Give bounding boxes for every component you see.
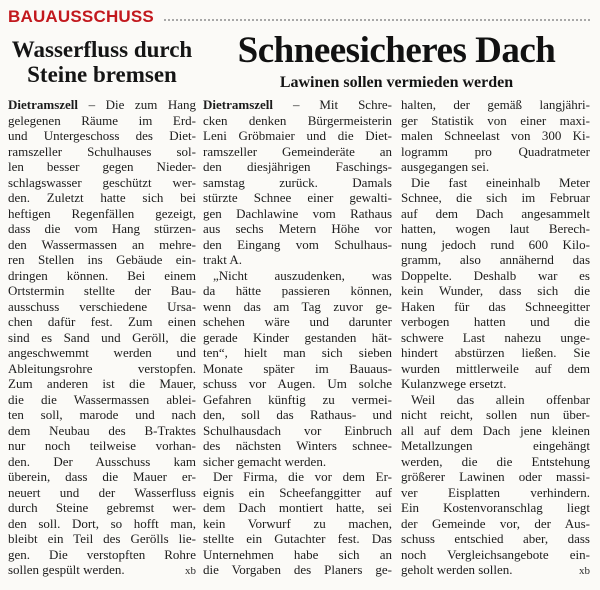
body-line: da hätte passieren können, <box>203 283 392 298</box>
body-line: werden, die die Entstehung <box>401 453 590 469</box>
main-headline: Schneesicheres Dach <box>237 31 556 71</box>
main-article-column-1 <box>203 97 392 578</box>
body-line: des nächsten Winters schnee- <box>203 438 392 453</box>
body-line: Ortstermin stellte der Bau- <box>8 283 196 298</box>
body-line: Weil das allein offenbar <box>411 391 590 407</box>
main-article-column-2 <box>401 97 590 578</box>
body-line: Doppelte. Deshalb war es <box>401 267 590 283</box>
body-line: Leni Gröbmaier und die Diet- <box>203 128 392 143</box>
body-line: noch Vergleichsangebote ein- <box>401 546 590 562</box>
body-line: Ein Kostenvoranschlag liegt <box>401 500 590 515</box>
body-line: nicht reicht, sollen nun über- <box>401 407 590 422</box>
dotted-leader <box>164 19 590 21</box>
body-line: gelegenen Räume im Erd- <box>8 112 196 128</box>
dateline: Dietramszell <box>203 97 274 112</box>
articles-row <box>8 31 590 578</box>
body-line: gerade Kinder gestanden hät- <box>203 329 392 345</box>
dateline: Dietramszell <box>8 97 79 112</box>
body-line: ten soll, marode und nach <box>8 407 196 422</box>
body-line: angeschwemmt werden und <box>8 345 196 360</box>
body-line: Die fast eineinhalb Meter <box>411 174 590 190</box>
body-line: kein Vorwurf zu machen, <box>203 515 392 531</box>
body-line: hindert abstürzen ließen. Sie <box>401 345 590 360</box>
left-article-headline: Wasserfluss durch Steine bremsen <box>11 37 193 87</box>
body-line: schehen wäre und darunter <box>203 314 392 329</box>
body-line: den diesjährigen Faschings- <box>203 159 392 174</box>
body-line: den Wassermassen an mehre- <box>8 236 196 252</box>
body-line: Schnee, die sich im Februar <box>401 190 590 205</box>
body-line: ten“, hielt man sich sieben <box>203 345 392 360</box>
body-line: Gefahren künftig zu vermei- <box>203 391 392 407</box>
body-line: dass die vom Hang stürzen- <box>8 221 196 236</box>
body-line: wenn das am Tag zuvor ge- <box>203 298 392 314</box>
body-line: Metallzungen eingehängt <box>401 438 590 453</box>
body-line: den, soll das Rathaus- und <box>203 407 392 422</box>
body-line: wurden mittlerweile auf dem <box>401 360 590 376</box>
body-line: verbogen hatten und die <box>401 314 590 329</box>
body-line: gramm, also annähernd das <box>401 252 590 267</box>
body-line: halten, der gemäß langjähri- <box>401 97 590 112</box>
body-line: überein, dass die Mauer er- <box>8 469 196 484</box>
body-line: chen dafür fest. Zum einen <box>8 314 196 329</box>
body-line: die die Wassermassen ablei- <box>8 391 196 407</box>
body-line: all auf dem Dach jene kleinen <box>401 422 590 438</box>
body-line: aus sechs Metern Höhe vor <box>203 221 392 236</box>
article-water-flow <box>8 31 196 578</box>
body-line: schlagswasser geschützt wer- <box>8 174 196 190</box>
body-line: dem Dach montiert hatte, sei <box>203 500 392 515</box>
body-line: Kulanzwege ersetzt. <box>401 376 507 391</box>
body-line: malen Schneelast von 300 Ki- <box>401 128 590 143</box>
body-line: gen. Die verstopften Rohre <box>8 546 196 562</box>
body-line: den. Zuletzt hatte sich bei <box>8 190 196 205</box>
section-kicker: BAUAUSSCHUSS <box>8 7 154 26</box>
body-line: schwere Last nahezu unge- <box>401 329 590 345</box>
body-line: den. Der Ausschuss kam <box>8 453 196 469</box>
body-line-text: sollen gespült werden. <box>8 562 125 577</box>
body-line: cken denken Bürgermeisterin <box>203 112 392 128</box>
body-line: sind es Sand und Geröll, die <box>8 329 196 345</box>
body-line: stellte ein Gutachter fest. Das <box>203 531 392 546</box>
body-line: nung jedoch rund 600 Kilo- <box>401 236 590 252</box>
author-signature: xb <box>579 565 590 577</box>
body-line: stürzte Schnee einer gewalti- <box>203 190 392 205</box>
body-line: Zum anderen ist die Mauer, <box>8 376 196 391</box>
body-line: die Vorgaben des Planers ge- <box>203 562 392 577</box>
body-line: ren Stellen ins Gebäude ein- <box>8 252 196 267</box>
body-line: ramszeller Schulhauses sol- <box>8 143 196 159</box>
body-line: hatten, wogen laut Berech- <box>401 221 590 236</box>
body-line: Monate später im Bauaus- <box>203 360 392 376</box>
body-line: durch Steine gebremst wer- <box>8 500 196 515</box>
body-line: dem Neubau des B-Traktes <box>8 422 196 438</box>
body-line: ramszeller Gemeinderäte an <box>203 143 392 159</box>
body-line: Schulhausdach vor Einbruch <box>203 422 392 438</box>
body-line: schuss vor Augen. Um solche <box>203 376 392 391</box>
body-line: ausschuss verschiedene Ursa- <box>8 298 196 314</box>
main-subheadline: Lawinen sollen vermieden werden <box>279 74 514 91</box>
body-line: den Eingang vom Schulhaus- <box>203 236 392 252</box>
left-article-column <box>8 97 196 578</box>
body-line: den soll. Dort, so hofft man, <box>8 515 196 531</box>
body-line: bleibt ein Teil des Gerölls lie- <box>8 531 196 546</box>
body-line: neuert und der Wasserfluss <box>8 484 196 500</box>
body-line: dringen können. Bei einem <box>8 267 196 283</box>
body-line: ausgegangen sei. <box>401 159 490 174</box>
body-line: ver Eisplatten verhindern. <box>401 484 590 500</box>
body-line: gen Dachlawine vom Rathaus <box>203 205 392 221</box>
body-line-text: geholt werden sollen. <box>401 562 513 577</box>
body-line: len besser gegen Nieder- <box>8 159 196 174</box>
body-line: Der Firma, die vor dem Er- <box>213 469 392 484</box>
body-line: schuss entschied aber, dass <box>401 531 590 546</box>
body-line: „Nicht auszudenken, was <box>213 267 392 283</box>
body-line: nur noch teilweise vorhan- <box>8 438 196 453</box>
body-line: Dietramszell – Die zum Hang <box>8 97 196 112</box>
body-line: größerer Lawinen oder massi- <box>401 469 590 484</box>
body-line: trakt A. <box>203 252 242 267</box>
body-line: auf dem Dach angesammelt <box>401 205 590 221</box>
body-line: kein Wunder, dass sich die <box>401 283 590 298</box>
body-line: Ableitungsrohre verstopfen. <box>8 360 196 376</box>
body-line: sicher gemacht werden. <box>203 453 327 469</box>
article-snow-safe-roof <box>203 31 590 578</box>
body-line: ger Statistik von einer maxi- <box>401 112 590 128</box>
body-line: samstag zurück. Damals <box>203 174 392 190</box>
body-line: Haken für das Schneegitter <box>401 298 590 314</box>
body-line: Unternehmen habe sich an <box>203 546 392 562</box>
left-article-header <box>8 31 196 97</box>
body-line <box>401 562 590 578</box>
body-line: und Untergeschoss des Diet- <box>8 128 196 143</box>
section-kicker-row <box>8 5 590 29</box>
body-line <box>8 562 196 578</box>
body-line: Dietramszell – Mit Schre- <box>203 97 392 112</box>
main-article-header <box>203 31 590 97</box>
body-line: logramm pro Quadratmeter <box>401 143 590 159</box>
main-article-columns <box>203 97 590 578</box>
body-line: eignis ein Scheefanggitter auf <box>203 484 392 500</box>
body-line: heftigen Regenfällen gezeigt, <box>8 205 196 221</box>
body-line: der Gemeinde vor, der Aus- <box>401 515 590 531</box>
author-signature: xb <box>185 565 196 577</box>
